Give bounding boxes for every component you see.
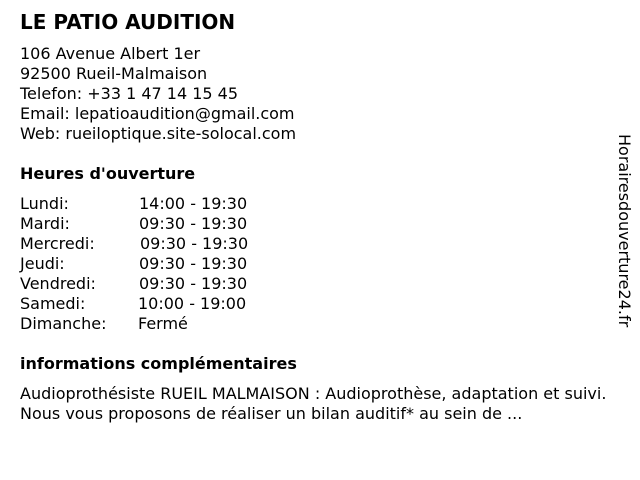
time-range: 09:30 - 19:30 xyxy=(139,254,248,273)
day-label: Samedi: xyxy=(20,294,86,313)
hours-row-thursday xyxy=(20,254,320,274)
time-range: Fermé xyxy=(138,314,188,333)
contact-block xyxy=(20,44,296,144)
additional-info-heading: informations complémentaires xyxy=(20,354,297,373)
time-range: 09:30 - 19:30 xyxy=(139,274,248,293)
time-range: 09:30 - 19:30 xyxy=(139,214,248,233)
hours-row-monday xyxy=(20,194,320,214)
site-watermark: Horairesdouverture24.fr xyxy=(615,134,634,328)
day-label: Mardi: xyxy=(20,214,70,233)
address-line-street: 106 Avenue Albert 1er xyxy=(20,44,201,63)
day-label: Dimanche: xyxy=(20,314,107,333)
hours-row-tuesday xyxy=(20,214,320,234)
phone-line: Telefon: +33 1 47 14 15 45 xyxy=(20,84,239,103)
hours-row-friday xyxy=(20,274,320,294)
time-range: 10:00 - 19:00 xyxy=(138,294,247,313)
day-label: Vendredi: xyxy=(20,274,96,293)
opening-hours-heading: Heures d'ouverture xyxy=(20,164,196,183)
website-line: Web: rueiloptique.site-solocal.com xyxy=(20,124,297,143)
email-line: Email: lepatioaudition@gmail.com xyxy=(20,104,295,123)
hours-row-sunday xyxy=(20,314,320,334)
opening-hours-list xyxy=(20,194,320,334)
day-label: Lundi: xyxy=(20,194,69,213)
business-description: Audioprothésiste RUEIL MALMAISON : Audioprothèse, adaptation et suivi. Nous vous proposons de réaliser un bilan auditif* au sein de ... xyxy=(20,384,607,423)
time-range: 09:30 - 19:30 xyxy=(140,234,249,253)
day-label: Mercredi: xyxy=(20,234,95,253)
hours-row-saturday xyxy=(20,294,320,314)
time-range: 14:00 - 19:30 xyxy=(139,194,248,213)
hours-row-wednesday xyxy=(20,234,320,254)
business-name: LE PATIO AUDITION xyxy=(20,10,236,34)
day-label: Jeudi: xyxy=(20,254,65,273)
address-line-city: 92500 Rueil-Malmaison xyxy=(20,64,208,83)
